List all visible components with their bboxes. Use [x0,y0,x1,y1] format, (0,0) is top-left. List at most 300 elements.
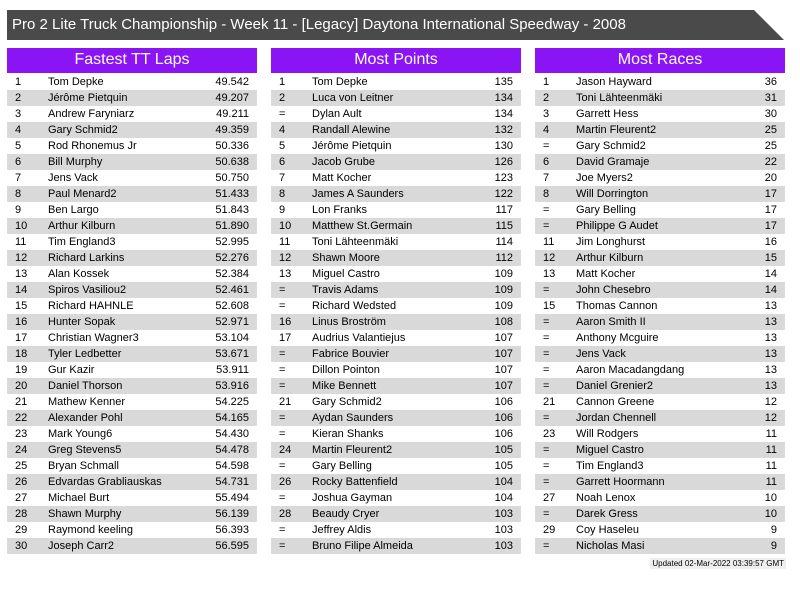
driver-name-cell: Nicholas Masi [576,540,645,552]
position-cell: = [543,460,550,472]
position-cell: = [543,540,550,552]
value-cell: 13 [764,300,777,312]
table-row [271,314,521,330]
position-cell: = [279,524,286,536]
driver-name-cell: Garrett Hess [576,108,639,120]
value-cell: 115 [495,220,513,232]
driver-name-cell: Philippe G Audet [576,220,658,232]
position-cell: 15 [543,300,556,312]
driver-name-cell: Mark Young6 [48,428,113,440]
value-cell: 104 [494,476,513,488]
table-row [535,250,785,266]
table-row [271,186,521,202]
value-cell: 50.750 [215,172,249,184]
position-cell: 21 [543,396,556,408]
table-row [271,394,521,410]
driver-name-cell: Andrew Faryniarz [48,108,135,120]
value-cell: 54.430 [215,428,249,440]
value-cell: 49.359 [215,124,249,136]
driver-name-cell: Jérôme Pietquin [48,92,128,104]
table-row [7,218,257,234]
table-row [271,330,521,346]
position-cell: 24 [15,444,28,456]
value-cell: 126 [494,156,513,168]
position-cell: = [543,204,550,216]
position-cell: 16 [279,316,292,328]
position-cell: 1 [279,76,286,88]
position-cell: 18 [15,348,28,360]
table-row [271,538,521,554]
driver-name-cell: Jens Vack [48,172,98,184]
value-cell: 109 [494,284,513,296]
value-cell: 105 [494,444,513,456]
table-row [7,234,257,250]
position-cell: 1 [15,76,22,88]
value-cell: 56.595 [215,540,249,552]
driver-name-cell: Will Rodgers [576,428,639,440]
position-cell: 11 [279,236,291,248]
panel-header: Most Races [535,48,785,73]
driver-name-cell: Shawn Murphy [48,508,122,520]
driver-name-cell: Miguel Castro [576,444,644,456]
value-cell: 108 [494,316,513,328]
table-row [535,378,785,394]
driver-name-cell: Ben Largo [48,204,99,216]
value-cell: 123 [494,172,513,184]
position-cell: 28 [279,508,292,520]
position-cell: 4 [15,124,22,136]
table-row [535,154,785,170]
table-row [271,122,521,138]
position-cell: 19 [15,364,28,376]
driver-name-cell: Matthew St.Germain [312,220,413,232]
value-cell: 53.911 [216,364,249,376]
value-cell: 52.995 [215,236,249,248]
position-cell: = [543,476,550,488]
table-row [535,202,785,218]
value-cell: 51.890 [215,220,249,232]
value-cell: 107 [494,380,513,392]
driver-name-cell: Martin Fleurent2 [312,444,393,456]
value-cell: 13 [764,332,777,344]
value-cell: 52.608 [215,300,249,312]
value-cell: 30 [764,108,777,120]
value-cell: 53.671 [215,348,249,360]
position-cell: = [543,220,550,232]
table-row [535,314,785,330]
table-row [535,426,785,442]
position-cell: = [543,316,550,328]
table-row [7,282,257,298]
table-row [535,74,785,90]
table-row [535,186,785,202]
driver-name-cell: Jacob Grube [312,156,375,168]
driver-name-cell: Michael Burt [48,492,110,504]
value-cell: 17 [764,220,777,232]
driver-name-cell: Richard HAHNLE [48,300,134,312]
value-cell: 13 [764,348,777,360]
position-cell: 12 [279,252,292,264]
table-row [271,474,521,490]
value-cell: 54.478 [215,444,249,456]
position-cell: = [543,284,550,296]
position-cell: 4 [279,124,286,136]
driver-name-cell: Gur Kazir [48,364,95,376]
driver-name-cell: Dylan Ault [312,108,362,120]
position-cell: 16 [15,316,28,328]
table-row [7,394,257,410]
table-row [271,362,521,378]
value-cell: 103 [494,508,513,520]
position-cell: 23 [543,428,556,440]
position-cell: = [279,412,286,424]
table-row [271,442,521,458]
position-cell: 13 [279,268,292,280]
value-cell: 104 [494,492,513,504]
value-cell: 52.971 [215,316,249,328]
table-row [535,362,785,378]
table-row [7,410,257,426]
position-cell: 6 [279,156,286,168]
page-title: Pro 2 Lite Truck Championship - Week 11 - [Legacy] Daytona International Speedway - 2008 [12,16,626,33]
table-row [271,426,521,442]
driver-name-cell: Edvardas Grabliauskas [48,476,162,488]
table-row [535,282,785,298]
driver-name-cell: Darek Gress [576,508,638,520]
position-cell: = [279,428,286,440]
position-cell: 3 [15,108,22,120]
table-row [7,330,257,346]
table-row [7,538,257,554]
value-cell: 103 [494,540,513,552]
table-row [535,506,785,522]
position-cell: 7 [279,172,286,184]
driver-name-cell: Toni Lähteenmäki [312,236,399,248]
value-cell: 13 [764,380,777,392]
position-cell: 9 [279,204,286,216]
value-cell: 54.598 [215,460,249,472]
value-cell: 9 [770,524,777,536]
value-cell: 55.494 [215,492,249,504]
table-row [7,490,257,506]
table-row [7,426,257,442]
driver-name-cell: Jens Vack [576,348,626,360]
value-cell: 54.731 [215,476,249,488]
value-cell: 107 [494,332,513,344]
driver-name-cell: Coy Haseleu [576,524,639,536]
most-races-panel [535,48,785,554]
value-cell: 36 [764,76,777,88]
table-row [7,346,257,362]
driver-name-cell: Daniel Grenier2 [576,380,654,392]
value-cell: 106 [494,396,513,408]
position-cell: 11 [543,236,555,248]
updated-timestamp: Updated 02-Mar-2022 03:39:57 GMT [652,559,784,568]
table-row [535,298,785,314]
position-cell: 4 [543,124,550,136]
rows-list [535,74,785,554]
table-row [7,202,257,218]
value-cell: 11 [765,476,777,488]
table-row [271,490,521,506]
driver-name-cell: Arthur Kilburn [576,252,644,264]
value-cell: 134 [494,108,513,120]
position-cell: 21 [279,396,292,408]
value-cell: 17 [764,204,777,216]
table-row [271,506,521,522]
driver-name-cell: Christian Wagner3 [48,332,139,344]
most-points-panel [271,48,521,554]
value-cell: 15 [764,252,777,264]
table-row [7,298,257,314]
value-cell: 25 [764,140,777,152]
driver-name-cell: Matt Kocher [312,172,372,184]
position-cell: 21 [15,396,28,408]
driver-name-cell: Joshua Gayman [312,492,393,504]
table-row [7,170,257,186]
fastest-tt-laps-panel [7,48,257,554]
value-cell: 49.211 [216,108,249,120]
position-cell: 13 [15,268,28,280]
table-row [271,410,521,426]
rows-list [7,74,257,554]
driver-name-cell: David Gramaje [576,156,650,168]
position-cell: 10 [279,220,292,232]
table-row [7,106,257,122]
table-row [271,378,521,394]
driver-name-cell: Tim England3 [576,460,644,472]
position-cell: 7 [15,172,22,184]
driver-name-cell: James A Saunders [312,188,404,200]
value-cell: 130 [494,140,513,152]
driver-name-cell: Rocky Battenfield [312,476,398,488]
driver-name-cell: Bryan Schmall [48,460,119,472]
value-cell: 12 [764,396,777,408]
table-row [271,202,521,218]
driver-name-cell: Martin Fleurent2 [576,124,657,136]
table-row [535,346,785,362]
table-row [271,90,521,106]
value-cell: 9 [770,540,777,552]
value-cell: 103 [494,524,513,536]
driver-name-cell: Tom Depke [48,76,104,88]
position-cell: = [279,348,286,360]
position-cell: 6 [543,156,550,168]
value-cell: 12 [764,412,777,424]
driver-name-cell: Aaron Smith II [576,316,646,328]
position-cell: 30 [15,540,28,552]
table-row [7,266,257,282]
position-cell: 26 [15,476,28,488]
value-cell: 49.207 [215,92,249,104]
value-cell: 25 [764,124,777,136]
value-cell: 56.393 [215,524,249,536]
position-cell: 14 [15,284,28,296]
position-cell: 12 [15,252,28,264]
table-row [7,522,257,538]
driver-name-cell: Will Dorrington [576,188,649,200]
position-cell: 12 [543,252,556,264]
table-row [535,490,785,506]
driver-name-cell: Rod Rhonemus Jr [48,140,137,152]
driver-name-cell: Jordan Chennell [576,412,657,424]
driver-name-cell: Jeffrey Aldis [312,524,372,536]
position-cell: 13 [543,268,556,280]
position-cell: 2 [15,92,22,104]
driver-name-cell: John Chesebro [576,284,651,296]
position-cell: 22 [15,412,28,424]
driver-name-cell: Gary Schmid2 [48,124,118,136]
value-cell: 54.165 [215,412,249,424]
driver-name-cell: Noah Lenox [576,492,636,504]
position-cell: 8 [543,188,550,200]
position-cell: 29 [543,524,556,536]
position-cell: = [543,508,550,520]
position-cell: = [279,380,286,392]
table-row [271,282,521,298]
table-row [535,410,785,426]
table-row [535,330,785,346]
position-cell: = [543,348,550,360]
driver-name-cell: Lon Franks [312,204,368,216]
position-cell: 2 [543,92,550,104]
rows-list [271,74,521,554]
driver-name-cell: Anthony Mcguire [576,332,659,344]
value-cell: 50.336 [215,140,249,152]
position-cell: 17 [15,332,28,344]
driver-name-cell: Garrett Hoormann [576,476,665,488]
position-cell: 8 [279,188,286,200]
table-row [535,170,785,186]
position-cell: 27 [15,492,28,504]
table-row [7,186,257,202]
table-row [7,154,257,170]
position-cell: = [279,300,286,312]
table-row [535,458,785,474]
value-cell: 106 [494,412,513,424]
table-row [535,538,785,554]
value-cell: 106 [494,428,513,440]
table-row [271,138,521,154]
title-banner [7,10,784,40]
driver-name-cell: Shawn Moore [312,252,380,264]
position-cell: 29 [15,524,28,536]
table-row [271,234,521,250]
position-cell: 27 [543,492,556,504]
table-row [535,442,785,458]
position-cell: = [279,492,286,504]
driver-name-cell: Linus Broström [312,316,386,328]
driver-name-cell: Jérôme Pietquin [312,140,392,152]
value-cell: 112 [495,252,513,264]
table-row [271,250,521,266]
position-cell: 23 [15,428,28,440]
value-cell: 31 [764,92,777,104]
table-row [7,314,257,330]
position-cell: 25 [15,460,28,472]
value-cell: 11 [765,460,777,472]
table-row [271,298,521,314]
position-cell: 8 [15,188,22,200]
position-cell: 11 [15,236,27,248]
driver-name-cell: Miguel Castro [312,268,380,280]
driver-name-cell: Gary Belling [312,460,372,472]
value-cell: 13 [764,364,777,376]
table-row [535,106,785,122]
driver-name-cell: Beaudy Cryer [312,508,380,520]
driver-name-cell: Cannon Greene [576,396,655,408]
value-cell: 109 [494,300,513,312]
table-row [7,90,257,106]
value-cell: 11 [765,428,777,440]
table-row [535,234,785,250]
driver-name-cell: Matt Kocher [576,268,636,280]
driver-name-cell: Richard Larkins [48,252,125,264]
value-cell: 53.916 [215,380,249,392]
table-row [271,522,521,538]
table-row [7,378,257,394]
driver-name-cell: Randall Alewine [312,124,391,136]
table-row [7,362,257,378]
driver-name-cell: Fabrice Bouvier [312,348,390,360]
value-cell: 135 [494,76,513,88]
value-cell: 117 [495,204,513,216]
position-cell: = [279,540,286,552]
driver-name-cell: Richard Wedsted [312,300,397,312]
value-cell: 11 [765,444,777,456]
panel-header: Most Points [271,48,521,73]
table-row [271,458,521,474]
table-row [271,346,521,362]
value-cell: 54.225 [215,396,249,408]
position-cell: 3 [543,108,550,120]
value-cell: 114 [495,236,513,248]
value-cell: 50.638 [215,156,249,168]
table-row [535,522,785,538]
value-cell: 14 [764,268,777,280]
table-row [7,442,257,458]
position-cell: = [543,380,550,392]
driver-name-cell: Travis Adams [312,284,379,296]
driver-name-cell: Gary Schmid2 [576,140,646,152]
value-cell: 51.433 [215,188,249,200]
value-cell: 16 [764,236,777,248]
table-row [271,74,521,90]
driver-name-cell: Bruno Filipe Almeida [312,540,413,552]
value-cell: 20 [764,172,777,184]
driver-name-cell: Tyler Ledbetter [48,348,122,360]
table-row [535,90,785,106]
driver-name-cell: Tim England3 [48,236,116,248]
driver-name-cell: Mike Bennett [312,380,377,392]
position-cell: 17 [279,332,292,344]
position-cell: 10 [15,220,28,232]
driver-name-cell: Hunter Sopak [48,316,116,328]
table-row [7,138,257,154]
value-cell: 10 [764,492,777,504]
position-cell: 2 [279,92,286,104]
position-cell: = [279,364,286,376]
position-cell: = [543,332,550,344]
table-row [535,138,785,154]
driver-name-cell: Aaron Macadangdang [576,364,685,376]
value-cell: 107 [494,364,513,376]
table-row [7,250,257,266]
position-cell: 26 [279,476,292,488]
value-cell: 22 [764,156,777,168]
driver-name-cell: Mathew Kenner [48,396,126,408]
driver-name-cell: Alan Kossek [48,268,110,280]
